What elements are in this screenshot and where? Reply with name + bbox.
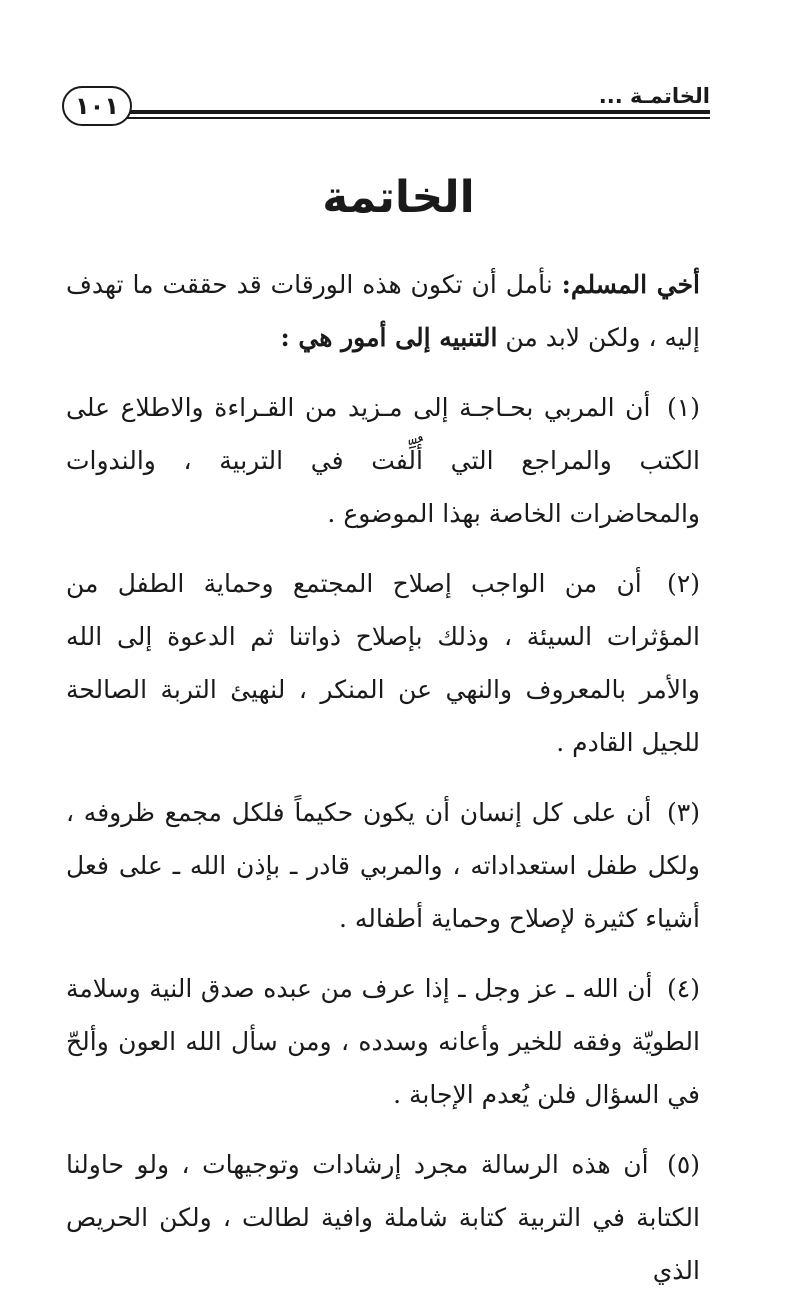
point-3 <box>66 786 700 945</box>
header-rule <box>122 110 710 114</box>
point-text: أن المربي بحـاجـة إلى مـزيد من القـراءة والاطلاع على الكتب والمراجع التي أُلِّفت في التربية ، والندوات والمحاضرات الخاصة بهذا الموضوع . <box>66 393 700 528</box>
intro-text: نأمل أن تكون هذه الورقات قد حققت ما تهدف إليه ، ولكن لابد من <box>66 270 700 352</box>
point-number: (٣) <box>667 798 700 827</box>
intro-paragraph <box>66 258 700 364</box>
point-text: أن الله ـ عز وجل ـ إذا عرف من عبده صدق النية وسلامة الطويّة وفقه للخير وأعانه وسدده ، ومن سأل الله العون وألحّ في السؤال فلن يُعدم الإجابة . <box>66 974 700 1109</box>
point-4 <box>66 962 700 1121</box>
header-rule-thin <box>122 117 710 119</box>
point-text: أن على كل إنسان أن يكون حكيماً فلكل مجمع ظروفه ، ولكل طفل استعداداته ، والمربي قادر ـ بإذن الله ـ على فعل أشياء كثيرة لإصلاح وحماية أطفاله . <box>66 798 700 933</box>
point-number: (٤) <box>667 974 700 1003</box>
point-text: أن هذه الرسالة مجرد إرشادات وتوجيهات ، ولو حاولنا الكتابة في التربية كتابة شاملة وافية لطالت ، ولكن الحريص الذي <box>66 1150 700 1285</box>
page-header <box>62 86 710 134</box>
point-number: (٢) <box>667 569 701 598</box>
body-text <box>66 258 700 1314</box>
chapter-title: الخاتمة <box>322 172 475 223</box>
point-1 <box>66 381 700 540</box>
intro-lead: أخي المسلم: <box>561 270 700 299</box>
point-number: (٥) <box>667 1150 701 1179</box>
page-number: ١٠١ <box>75 92 119 120</box>
point-number: (١) <box>667 393 700 422</box>
intro-bold-phrase: التنبيه إلى أمور هي : <box>280 323 498 352</box>
point-5 <box>66 1138 700 1297</box>
point-text: أن من الواجب إصلاح المجتمع وحماية الطفل من المؤثرات السيئة ، وذلك بإصلاح ذواتنا ثم الدعوة إلى الله والأمر بالمعروف والنهي عن المنكر ، لنهيئ التربة الصالحة للجيل القادم . <box>66 569 700 757</box>
running-title: الخاتمـة ... <box>598 84 710 108</box>
page-number-badge <box>62 86 132 126</box>
point-2 <box>66 557 700 769</box>
